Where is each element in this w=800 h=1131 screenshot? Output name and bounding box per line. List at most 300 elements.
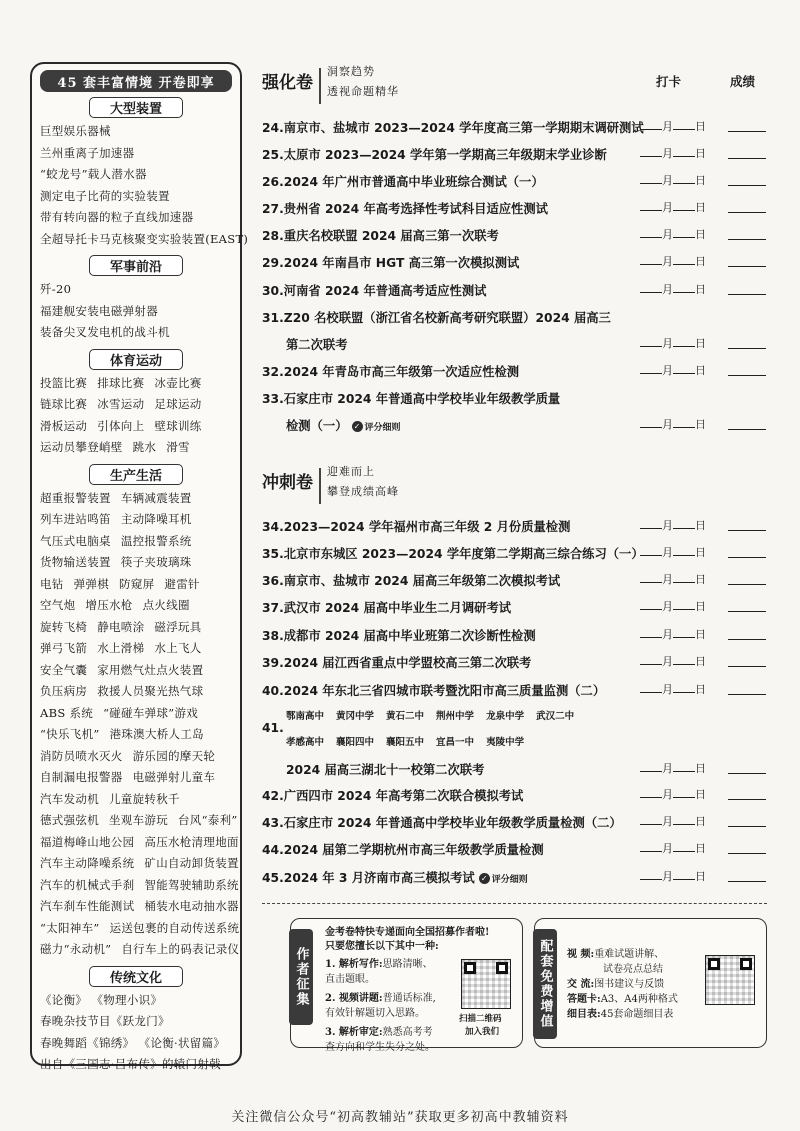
footer-note: 关注微信公众号“初高教辅站”获取更多初高中教辅资料	[231, 1110, 569, 1125]
score-blank[interactable]	[728, 628, 766, 640]
month-blank[interactable]	[640, 335, 662, 347]
scenario-line	[40, 164, 232, 186]
school-name: 黄石二中	[386, 711, 425, 722]
scenario-item: 磁力“永动机”	[40, 942, 112, 956]
day-label: 日	[695, 762, 706, 775]
month-blank[interactable]	[640, 813, 662, 825]
scenario-line	[40, 416, 232, 438]
score-blank[interactable]	[728, 762, 766, 774]
month-blank[interactable]	[640, 571, 662, 583]
exam-number: 26.	[262, 175, 284, 189]
school-name: 孝感高中	[286, 737, 325, 748]
scenario-item: 负压病房	[40, 684, 88, 698]
day-label: 日	[695, 120, 706, 133]
scenario-line	[40, 509, 232, 531]
scenario-item: ABS 系统	[40, 705, 94, 720]
month-label: 月	[662, 283, 673, 296]
exam-name: 北京市东城区 2023—2024 学年度第二学期高三综合练习（一）	[283, 547, 644, 561]
month-label: 月	[662, 201, 673, 214]
exam-number: 34.	[262, 520, 284, 534]
exam-name: 2024 年 3 月济南市高三模拟考试	[283, 871, 475, 885]
exam-number: 44.	[262, 843, 284, 857]
checkin-date[interactable]	[640, 653, 706, 669]
scenario-item: 智能驾驶辅助系统	[144, 877, 239, 892]
exam-number: 42.	[262, 789, 284, 803]
day-label: 日	[695, 815, 706, 828]
scenario-item: 主动降噪耳机	[120, 512, 192, 526]
bonus-row-video-label: 视 频:	[567, 949, 595, 960]
day-blank[interactable]	[673, 544, 695, 556]
month-blank[interactable]	[640, 598, 662, 610]
score-blank[interactable]	[728, 519, 766, 531]
score-blank[interactable]	[728, 655, 766, 667]
day-label: 日	[695, 364, 706, 377]
scenario-item: 点火线圈	[142, 598, 190, 612]
school-name: 夷陵中学	[486, 737, 525, 748]
exam-number: 25.	[262, 148, 284, 162]
scenario-line	[40, 574, 232, 596]
scenario-item: 超重报警装置	[40, 490, 111, 505]
scoring-rules-label: 评分细则	[364, 423, 401, 433]
author-recruit-intro2: 只要您擅长以下其中一种:	[325, 941, 439, 952]
scenario-line	[40, 121, 232, 143]
day-blank[interactable]	[673, 172, 695, 184]
checkin-date[interactable]	[640, 118, 706, 134]
checkin-date[interactable]	[640, 760, 706, 776]
score-blank[interactable]	[728, 788, 766, 800]
day-blank[interactable]	[673, 868, 695, 880]
exam-number: 39.	[262, 656, 284, 670]
scenario-item: 儿童旋转秋千	[109, 791, 180, 806]
scenario-item: 温控报警系统	[120, 533, 192, 548]
scenario-category-title: 体育运动	[89, 349, 183, 370]
month-label: 月	[662, 120, 673, 133]
day-label: 日	[695, 573, 706, 586]
day-blank[interactable]	[673, 653, 695, 665]
checkin-date[interactable]	[640, 681, 706, 697]
exam-number: 32.	[262, 365, 284, 379]
exam-number: 36.	[262, 574, 284, 588]
scenario-category-items	[32, 488, 240, 961]
scenario-line	[40, 552, 232, 574]
scenario-line	[40, 322, 232, 344]
score-blank[interactable]	[728, 147, 766, 159]
month-label: 月	[662, 762, 673, 775]
month-label: 月	[662, 546, 673, 559]
month-label: 月	[662, 147, 673, 160]
scenario-item: 歼-20	[40, 282, 72, 296]
checkin-date[interactable]	[640, 145, 706, 161]
exam-name: Z20 名校联盟（浙江省名校新高考研究联盟）2024 届高三	[283, 311, 611, 325]
score-blank[interactable]	[728, 842, 766, 854]
score-blank[interactable]	[728, 120, 766, 132]
bonus-row-answer-card-label: 答题卡:	[567, 994, 601, 1005]
scenario-category-items	[32, 373, 240, 459]
bonus-row-detail-table-label: 细目表:	[567, 1009, 601, 1020]
scenario-line	[40, 373, 232, 395]
scenario-panel	[30, 62, 249, 1071]
day-label: 日	[695, 788, 706, 801]
score-blank[interactable]	[728, 418, 766, 430]
scenario-line	[40, 875, 239, 897]
month-blank[interactable]	[640, 145, 662, 157]
author-item-2	[325, 991, 445, 1021]
checkin-date[interactable]	[640, 226, 706, 242]
author-item-1	[325, 957, 445, 987]
exam-name: 广西四市 2024 年高考第二次联合模拟考试	[283, 789, 524, 803]
scenario-item: 自制漏电报警器	[40, 770, 123, 784]
exam-name: 太原市 2023—2024 学年第一学期高三年级期末学业诊断	[283, 148, 607, 162]
checkin-date[interactable]	[640, 335, 706, 351]
scenario-line	[40, 617, 232, 639]
month-blank[interactable]	[640, 118, 662, 130]
bonus-row-exchange-label: 交 流:	[567, 979, 595, 990]
scenario-item: 电钻	[40, 576, 64, 591]
day-blank[interactable]	[673, 226, 695, 238]
section-sprint-sub1: 迎难而上	[327, 465, 375, 478]
score-blank[interactable]	[728, 364, 766, 376]
scenario-item: 《论衡·状留篇》	[144, 1035, 226, 1050]
scenario-item: 安全气囊	[40, 662, 88, 677]
scenario-item: 列车进站鸣笛	[40, 512, 111, 526]
scenario-line	[40, 703, 232, 725]
author-recruit-items	[325, 957, 445, 1055]
scenario-item: 带有转向器的粒子直线加速器	[40, 210, 194, 224]
exam-number: 37.	[262, 601, 284, 615]
month-blank[interactable]	[640, 172, 662, 184]
section-strengthen-title: 强化卷	[262, 68, 321, 104]
month-blank[interactable]	[640, 868, 662, 880]
author-item-1-label: 1. 解析写作:	[325, 959, 383, 970]
scenario-item: 装备尖叉发电机的战斗机	[40, 325, 170, 339]
month-label: 月	[662, 842, 673, 855]
exam-name: 石家庄市 2024 年普通高中学校毕业年级教学质量	[283, 392, 561, 406]
month-label: 月	[662, 870, 673, 883]
scenario-item: 汽车主动降噪系统	[40, 856, 135, 870]
month-blank[interactable]	[640, 681, 662, 693]
exam-name: 2024 年东北三省四城市联考暨沈阳市高三质量监测（二）	[283, 684, 606, 698]
author-item-3-text: 熟悉高考考	[382, 1027, 433, 1038]
school-name: 鄂南高中	[286, 711, 325, 722]
column-score: 成绩	[730, 74, 756, 89]
scenario-item: 滑板运动	[40, 418, 88, 433]
day-blank[interactable]	[673, 335, 695, 347]
scenario-item: 滑雪	[166, 440, 190, 454]
month-blank[interactable]	[640, 281, 662, 293]
exam-name: 2024 年南昌市 HGT 高三第一次模拟测试	[283, 256, 520, 270]
scenario-item: 家用燃气灶点火装置	[97, 662, 204, 677]
month-blank[interactable]	[640, 199, 662, 211]
exam-row	[262, 308, 767, 326]
scenario-item: 自行车上的码表记录仪	[121, 942, 240, 956]
scenario-item: 磁浮玩具	[154, 619, 202, 634]
scenario-item: “蛟龙号”载人潜水器	[40, 167, 147, 181]
scenario-item: 水上飞人	[154, 641, 202, 655]
day-blank[interactable]	[673, 362, 695, 374]
month-label: 月	[662, 600, 673, 613]
scenario-category-items	[32, 279, 240, 344]
month-blank[interactable]	[640, 253, 662, 265]
month-blank[interactable]	[640, 416, 662, 428]
day-blank[interactable]	[673, 517, 695, 529]
month-blank[interactable]	[640, 653, 662, 665]
month-blank[interactable]	[640, 626, 662, 638]
scenario-item: 足球运动	[154, 397, 202, 411]
checkin-date[interactable]	[640, 172, 706, 188]
scenario-line	[40, 1054, 232, 1076]
scenario-item: 跳水	[132, 440, 157, 454]
scenario-category-items	[32, 121, 249, 250]
month-label: 月	[662, 228, 673, 241]
day-label: 日	[695, 174, 706, 187]
author-recruit-box	[290, 918, 523, 1053]
checkin-date[interactable]	[640, 626, 706, 642]
day-blank[interactable]	[673, 253, 695, 265]
author-item-3-label: 3. 解析审定:	[325, 1027, 383, 1038]
month-blank[interactable]	[640, 760, 662, 772]
checkin-date[interactable]	[640, 868, 706, 884]
score-blank[interactable]	[728, 870, 766, 882]
scenario-item: 全超导托卡马克核聚变实验装置(EAST)	[40, 231, 249, 246]
score-blank[interactable]	[728, 337, 766, 349]
scenario-item: 筷子夹玻璃珠	[120, 555, 192, 569]
scenario-line	[40, 279, 232, 301]
scenario-item: 台风“泰利”	[178, 813, 238, 827]
day-label: 日	[695, 546, 706, 559]
checkin-date[interactable]	[640, 253, 706, 269]
section-sprint-header	[262, 462, 399, 504]
checkin-date[interactable]	[640, 571, 706, 587]
scenario-item: 福道梅峰山地公园	[40, 834, 135, 849]
day-label: 日	[695, 228, 706, 241]
exam-name: 2024 届江西省重点中学盟校高三第二次联考	[283, 656, 532, 670]
month-label: 月	[662, 364, 673, 377]
scenario-item: 水上滑梯	[97, 641, 145, 655]
checkin-date[interactable]	[640, 517, 706, 533]
scenario-panel-title: 45 套丰富情境 开卷即享	[40, 70, 232, 92]
checkin-date[interactable]	[640, 544, 706, 560]
section-strengthen-subtitle	[327, 62, 399, 102]
month-label: 月	[662, 573, 673, 586]
month-blank[interactable]	[640, 517, 662, 529]
scenario-item: 车辆减震装置	[120, 490, 192, 505]
day-blank[interactable]	[673, 145, 695, 157]
exam-name-line2: 2024 届高三湖北十一校第二次联考	[286, 763, 485, 777]
day-blank[interactable]	[673, 598, 695, 610]
scenario-category	[32, 349, 240, 459]
scenario-item: 德式强弦机	[40, 813, 99, 827]
scenario-categories	[32, 97, 249, 1076]
exam-name-line2	[286, 335, 791, 353]
author-recruit-intro1: 金考卷特快专递面向全国招募作者啦!	[325, 927, 490, 938]
month-blank[interactable]	[640, 226, 662, 238]
scenario-line	[40, 301, 232, 323]
day-label: 日	[695, 870, 706, 883]
day-blank[interactable]	[673, 840, 695, 852]
month-blank[interactable]	[640, 544, 662, 556]
scenario-item: 排球比赛	[97, 375, 145, 390]
scenario-item: 静电喷涂	[97, 619, 145, 634]
exam-name: 2024 年青岛市高三年级第一次适应性检测	[283, 365, 520, 379]
month-blank[interactable]	[640, 786, 662, 798]
section-strengthen-sub1: 洞察趋势	[327, 65, 375, 78]
checkin-date[interactable]	[640, 598, 706, 614]
bonus-row-video	[567, 947, 697, 977]
score-blank[interactable]	[728, 683, 766, 695]
scenario-line	[40, 488, 232, 510]
scenario-item: 避雷针	[164, 576, 200, 591]
day-label: 日	[695, 842, 706, 855]
scenario-item: 运动员攀登峭壁	[40, 440, 123, 454]
day-label: 日	[695, 655, 706, 668]
scenario-line	[40, 810, 238, 832]
day-blank[interactable]	[673, 626, 695, 638]
author-qr-code[interactable]	[461, 959, 511, 1009]
exam-number: 41.	[262, 721, 284, 735]
score-blank[interactable]	[728, 283, 766, 295]
day-blank[interactable]	[673, 813, 695, 825]
checkin-date[interactable]	[640, 199, 706, 215]
checkin-date[interactable]	[640, 840, 706, 856]
scenario-line	[40, 681, 232, 703]
month-label: 月	[662, 174, 673, 187]
school-list	[286, 734, 536, 748]
scenario-item: 汽车刹车性能测试	[40, 899, 135, 913]
score-blank[interactable]	[728, 201, 766, 213]
month-label: 月	[662, 815, 673, 828]
day-blank[interactable]	[673, 571, 695, 583]
exam-name: 南京市、盐城市 2023—2024 学年度高三第一学期期末调研测试	[283, 121, 644, 135]
school-name: 襄阳四中	[336, 737, 375, 748]
month-label: 月	[662, 519, 673, 532]
score-blank[interactable]	[728, 546, 766, 558]
scenario-line	[40, 660, 232, 682]
bonus-rows	[567, 947, 697, 1022]
exam-name: 石家庄市 2024 年普通高中学校毕业年级教学质量检测（二）	[283, 816, 622, 830]
scenario-item: 福建舰安装电磁弹射器	[40, 303, 158, 318]
month-blank[interactable]	[640, 362, 662, 374]
bonus-row-video-text2: 试卷亮点总结	[603, 964, 663, 975]
day-label: 日	[695, 418, 706, 431]
day-blank[interactable]	[673, 118, 695, 130]
exam-name: 成都市 2024 届高中毕业班第二次诊断性检测	[283, 629, 536, 643]
school-name: 荆州中学	[436, 711, 475, 722]
checkin-date[interactable]	[640, 362, 706, 378]
scoring-rules-badge[interactable]	[352, 420, 401, 433]
scenario-item: 冰雪运动	[97, 397, 145, 411]
day-label: 日	[695, 337, 706, 350]
exam-number: 31.	[262, 311, 284, 325]
scenario-item: 链球比赛	[40, 397, 88, 411]
scenario-item: 坐观车游玩	[109, 813, 168, 827]
day-label: 日	[695, 628, 706, 641]
exam-number: 35.	[262, 547, 284, 561]
score-blank[interactable]	[728, 600, 766, 612]
checkin-date[interactable]	[640, 786, 706, 802]
score-blank[interactable]	[728, 228, 766, 240]
day-label: 日	[695, 283, 706, 296]
month-label: 月	[662, 337, 673, 350]
bonus-row-exchange	[567, 977, 697, 992]
exam-row	[262, 389, 767, 407]
scenario-item: 弹弓飞箭	[40, 641, 88, 655]
author-item-3	[325, 1025, 445, 1055]
exam-number: 40.	[262, 684, 284, 698]
author-item-2-text: 普通话标准,	[382, 993, 436, 1004]
scenario-item: 旋转飞椅	[40, 619, 88, 634]
author-item-2-label: 2. 视频讲题:	[325, 993, 383, 1004]
day-blank[interactable]	[673, 760, 695, 772]
exam-name: 河南省 2024 年普通高考适应性测试	[283, 284, 487, 298]
scenario-item: 投篮比赛	[40, 375, 88, 390]
school-name: 黄冈中学	[336, 711, 375, 722]
scenario-line	[40, 767, 232, 789]
scenario-item: 游乐园的摩天轮	[132, 748, 216, 763]
scenario-category-items	[32, 990, 240, 1076]
bonus-row-answer-card	[567, 992, 697, 1007]
bonus-qr-code[interactable]	[705, 955, 755, 1005]
scenario-category-title: 大型装置	[89, 97, 183, 118]
exam-name-line2-text: 检测（一）	[286, 419, 348, 433]
scenario-item: 出自《三国志·吕布传》的辕门射戟	[40, 1057, 221, 1071]
checkin-date[interactable]	[640, 281, 706, 297]
scenario-category-title: 军事前沿	[89, 255, 183, 276]
scenario-line	[40, 229, 249, 251]
section-sprint-subtitle	[327, 462, 399, 502]
scenario-line	[40, 595, 232, 617]
score-blank[interactable]	[728, 174, 766, 186]
scenario-item: 兰州重离子加速器	[40, 145, 135, 160]
score-blank[interactable]	[728, 255, 766, 267]
exam-name-line2	[286, 416, 791, 434]
day-blank[interactable]	[673, 281, 695, 293]
column-checkin: 打卡	[656, 74, 682, 89]
scenario-line	[40, 832, 239, 854]
score-blank[interactable]	[728, 815, 766, 827]
checkin-date[interactable]	[640, 416, 706, 432]
scenario-line	[40, 939, 240, 961]
section-sprint-sub2: 攀登成绩高峰	[327, 485, 399, 498]
bonus-row-answer-card-text: A3、A4两种格式	[600, 994, 678, 1005]
month-label: 月	[662, 683, 673, 696]
scenario-item: 汽车发动机	[40, 791, 99, 806]
scenario-line	[40, 207, 232, 229]
scoring-rules-badge[interactable]	[479, 872, 528, 885]
scenario-item: 高压水枪清理地面	[144, 834, 239, 849]
exam-number: 43.	[262, 816, 284, 830]
scenario-line	[40, 896, 239, 918]
bonus-row-video-text: 重难试题讲解、	[594, 949, 665, 960]
day-blank[interactable]	[673, 416, 695, 428]
scenario-category	[32, 255, 240, 344]
checkin-date[interactable]	[640, 813, 706, 829]
day-label: 日	[695, 683, 706, 696]
scenario-line	[40, 638, 232, 660]
section-strengthen-sub2: 透视命题精华	[327, 85, 399, 98]
day-blank[interactable]	[673, 786, 695, 798]
day-blank[interactable]	[673, 199, 695, 211]
month-blank[interactable]	[640, 840, 662, 852]
scenario-item: 救援人员聚光热气球	[97, 684, 204, 698]
score-blank[interactable]	[728, 573, 766, 585]
scenario-item: 春晚杂技节目《跃龙门》	[40, 1014, 170, 1028]
divider-dashed	[262, 903, 767, 904]
scenario-item: 汽车的机械式手刹	[40, 877, 135, 892]
scenario-item: 港珠澳大桥人工岛	[109, 727, 204, 741]
day-blank[interactable]	[673, 681, 695, 693]
scenario-item: 冰壶比赛	[154, 375, 202, 390]
scenario-line	[40, 1033, 232, 1055]
